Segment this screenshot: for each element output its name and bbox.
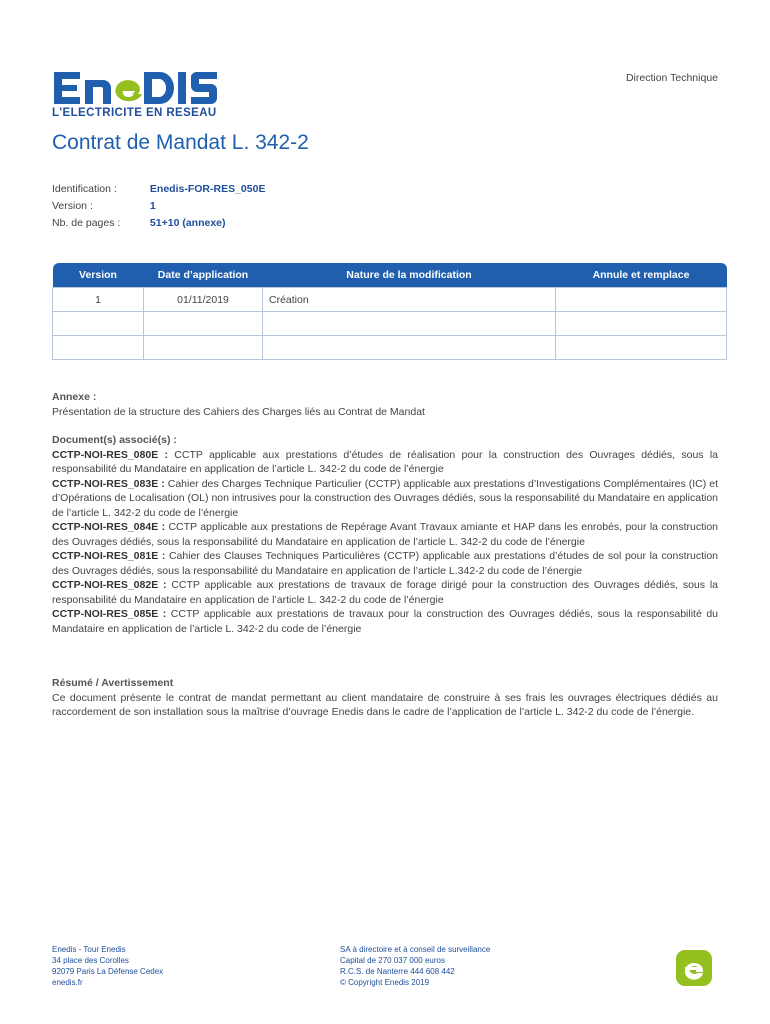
enedis-wordmark-icon bbox=[52, 66, 222, 106]
documents-title: Document(s) associé(s) : bbox=[52, 434, 177, 446]
footer-line: SA à directoire et à conseil de surveillance bbox=[340, 945, 491, 954]
document-code: CCTP-NOI-RES_083E : bbox=[52, 477, 165, 490]
footer-line: Enedis - Tour Enedis bbox=[52, 945, 126, 954]
resume-title: Résumé / Avertissement bbox=[52, 677, 174, 689]
document-code: CCTP-NOI-RES_085E : bbox=[52, 608, 167, 620]
footer-line: © Copyright Enedis 2019 bbox=[340, 978, 430, 987]
version-value: 1 bbox=[149, 200, 156, 212]
document-description: CCTP applicable aux prestations de Repérage Avant Travaux amiante et HAP dans les enrobés, pour la construction des Ouvrages dédiés, sous la responsabilité du Mandataire en application de l’article L. 342-2 du code de l’énergie bbox=[52, 521, 719, 548]
column-header: Date d’application bbox=[144, 263, 263, 288]
enedis-e-logo-icon bbox=[676, 950, 712, 986]
table-cell bbox=[556, 312, 727, 336]
document-item bbox=[52, 607, 718, 636]
footer-legal bbox=[340, 944, 490, 988]
table-cell bbox=[263, 336, 556, 360]
table-row bbox=[53, 312, 727, 336]
resume-text: Ce document présente le contrat de mandat permettant au client mandataire de construire à ses frais les ouvrages électriques dédiés au raccordement de son installation sous la maîtrise d’ouvrage Enedis dans le cadre de l’application de l’article L. 342-2 du code de l’énergie. bbox=[52, 691, 718, 718]
document-item bbox=[52, 477, 718, 521]
document-body bbox=[52, 390, 718, 720]
identification-block bbox=[52, 183, 265, 234]
table-cell: 01/11/2019 bbox=[144, 288, 263, 312]
document-description: Cahier des Clauses Techniques Particulières (CCTP) applicable aux prestations d’études de sol pour la construction des Ouvrages dédiés, sous la responsabilité du Mandataire en application de l’article L.342-2 du code de l’énergie bbox=[52, 550, 718, 577]
direction-label: Direction Technique bbox=[625, 72, 718, 84]
document-description: Cahier des Charges Technique Particulier (CCTP) applicable aux prestations d’Investigations Complémentaires (IC) et d’Opérations de Localisation (OL) non intrusives pour la construction des Ouvrages dédiés, sous la responsabilité du Mandataire en application de l’article L. 342-2 du code de l’énergie bbox=[52, 477, 718, 519]
document-code: CCTP-NOI-RES_084E : bbox=[52, 521, 166, 533]
table-cell: Création bbox=[263, 288, 556, 312]
document-item bbox=[52, 578, 718, 607]
page-count-row bbox=[52, 217, 265, 234]
revision-table bbox=[52, 263, 727, 360]
footer-address bbox=[52, 944, 163, 988]
logo-tagline: L'ELECTRICITE EN RESEAU bbox=[52, 107, 217, 119]
version-label: Version : bbox=[52, 200, 93, 212]
document-description: CCTP applicable aux prestations de travaux de forage dirigé pour la construction des Ouvrages dédiés, sous la responsabilité du Mandataire en application de l’article L. 342-2 du code de l’énergie bbox=[52, 579, 718, 606]
table-cell bbox=[263, 312, 556, 336]
document-item bbox=[52, 448, 718, 477]
document-item bbox=[52, 520, 718, 549]
identification-value: Enedis-FOR-RES_050E bbox=[149, 183, 266, 195]
table-cell bbox=[144, 312, 263, 336]
footer-line: 92079 Paris La Défense Cedex bbox=[52, 967, 164, 976]
table-cell bbox=[53, 312, 144, 336]
page-count-label: Nb. de pages : bbox=[52, 217, 121, 229]
revision-table-header bbox=[53, 263, 727, 288]
table-row bbox=[53, 288, 727, 312]
column-header: Nature de la modification bbox=[263, 263, 556, 288]
column-header: Version bbox=[53, 263, 144, 288]
identification-row bbox=[52, 183, 265, 200]
version-row bbox=[52, 200, 265, 217]
document-title: Contrat de Mandat L. 342-2 bbox=[52, 131, 309, 154]
identification-label: Identification : bbox=[52, 183, 117, 195]
table-cell bbox=[53, 336, 144, 360]
table-cell bbox=[556, 336, 727, 360]
column-header: Annule et remplace bbox=[556, 263, 727, 288]
page-count-value: 51+10 (annexe) bbox=[149, 217, 226, 229]
annexe-text: Présentation de la structure des Cahiers des Charges liés au Contrat de Mandat bbox=[52, 405, 425, 418]
table-row bbox=[53, 336, 727, 360]
footer-line: R.C.S. de Nanterre 444 608 442 bbox=[340, 967, 455, 976]
document-description: CCTP applicable aux prestations de travaux pour la construction des Ouvrages dédiés, sous la responsabilité du Mandataire en application de l’article L. 342-2 du code de l’énergie bbox=[52, 608, 719, 635]
document-code: CCTP-NOI-RES_080E : bbox=[52, 448, 168, 461]
table-cell bbox=[556, 288, 727, 312]
footer-line: 34 place des Corolles bbox=[52, 956, 129, 965]
footer-line: Capital de 270 037 000 euros bbox=[340, 956, 445, 965]
document-description: CCTP applicable aux prestations d’études de réalisation pour la construction des Ouvrages dédiés, sous la responsabilité du Mandataire en application de l’article L. 342-2 du code de l’énergie bbox=[52, 448, 718, 475]
document-code: CCTP-NOI-RES_082E : bbox=[52, 579, 167, 591]
document-item bbox=[52, 549, 718, 578]
enedis-logo bbox=[52, 66, 222, 119]
document-code: CCTP-NOI-RES_081E : bbox=[52, 550, 166, 562]
annexe-title: Annexe : bbox=[52, 391, 97, 403]
footer-website-link[interactable]: enedis.fr bbox=[52, 978, 83, 987]
table-cell bbox=[144, 336, 263, 360]
table-cell: 1 bbox=[53, 288, 144, 312]
